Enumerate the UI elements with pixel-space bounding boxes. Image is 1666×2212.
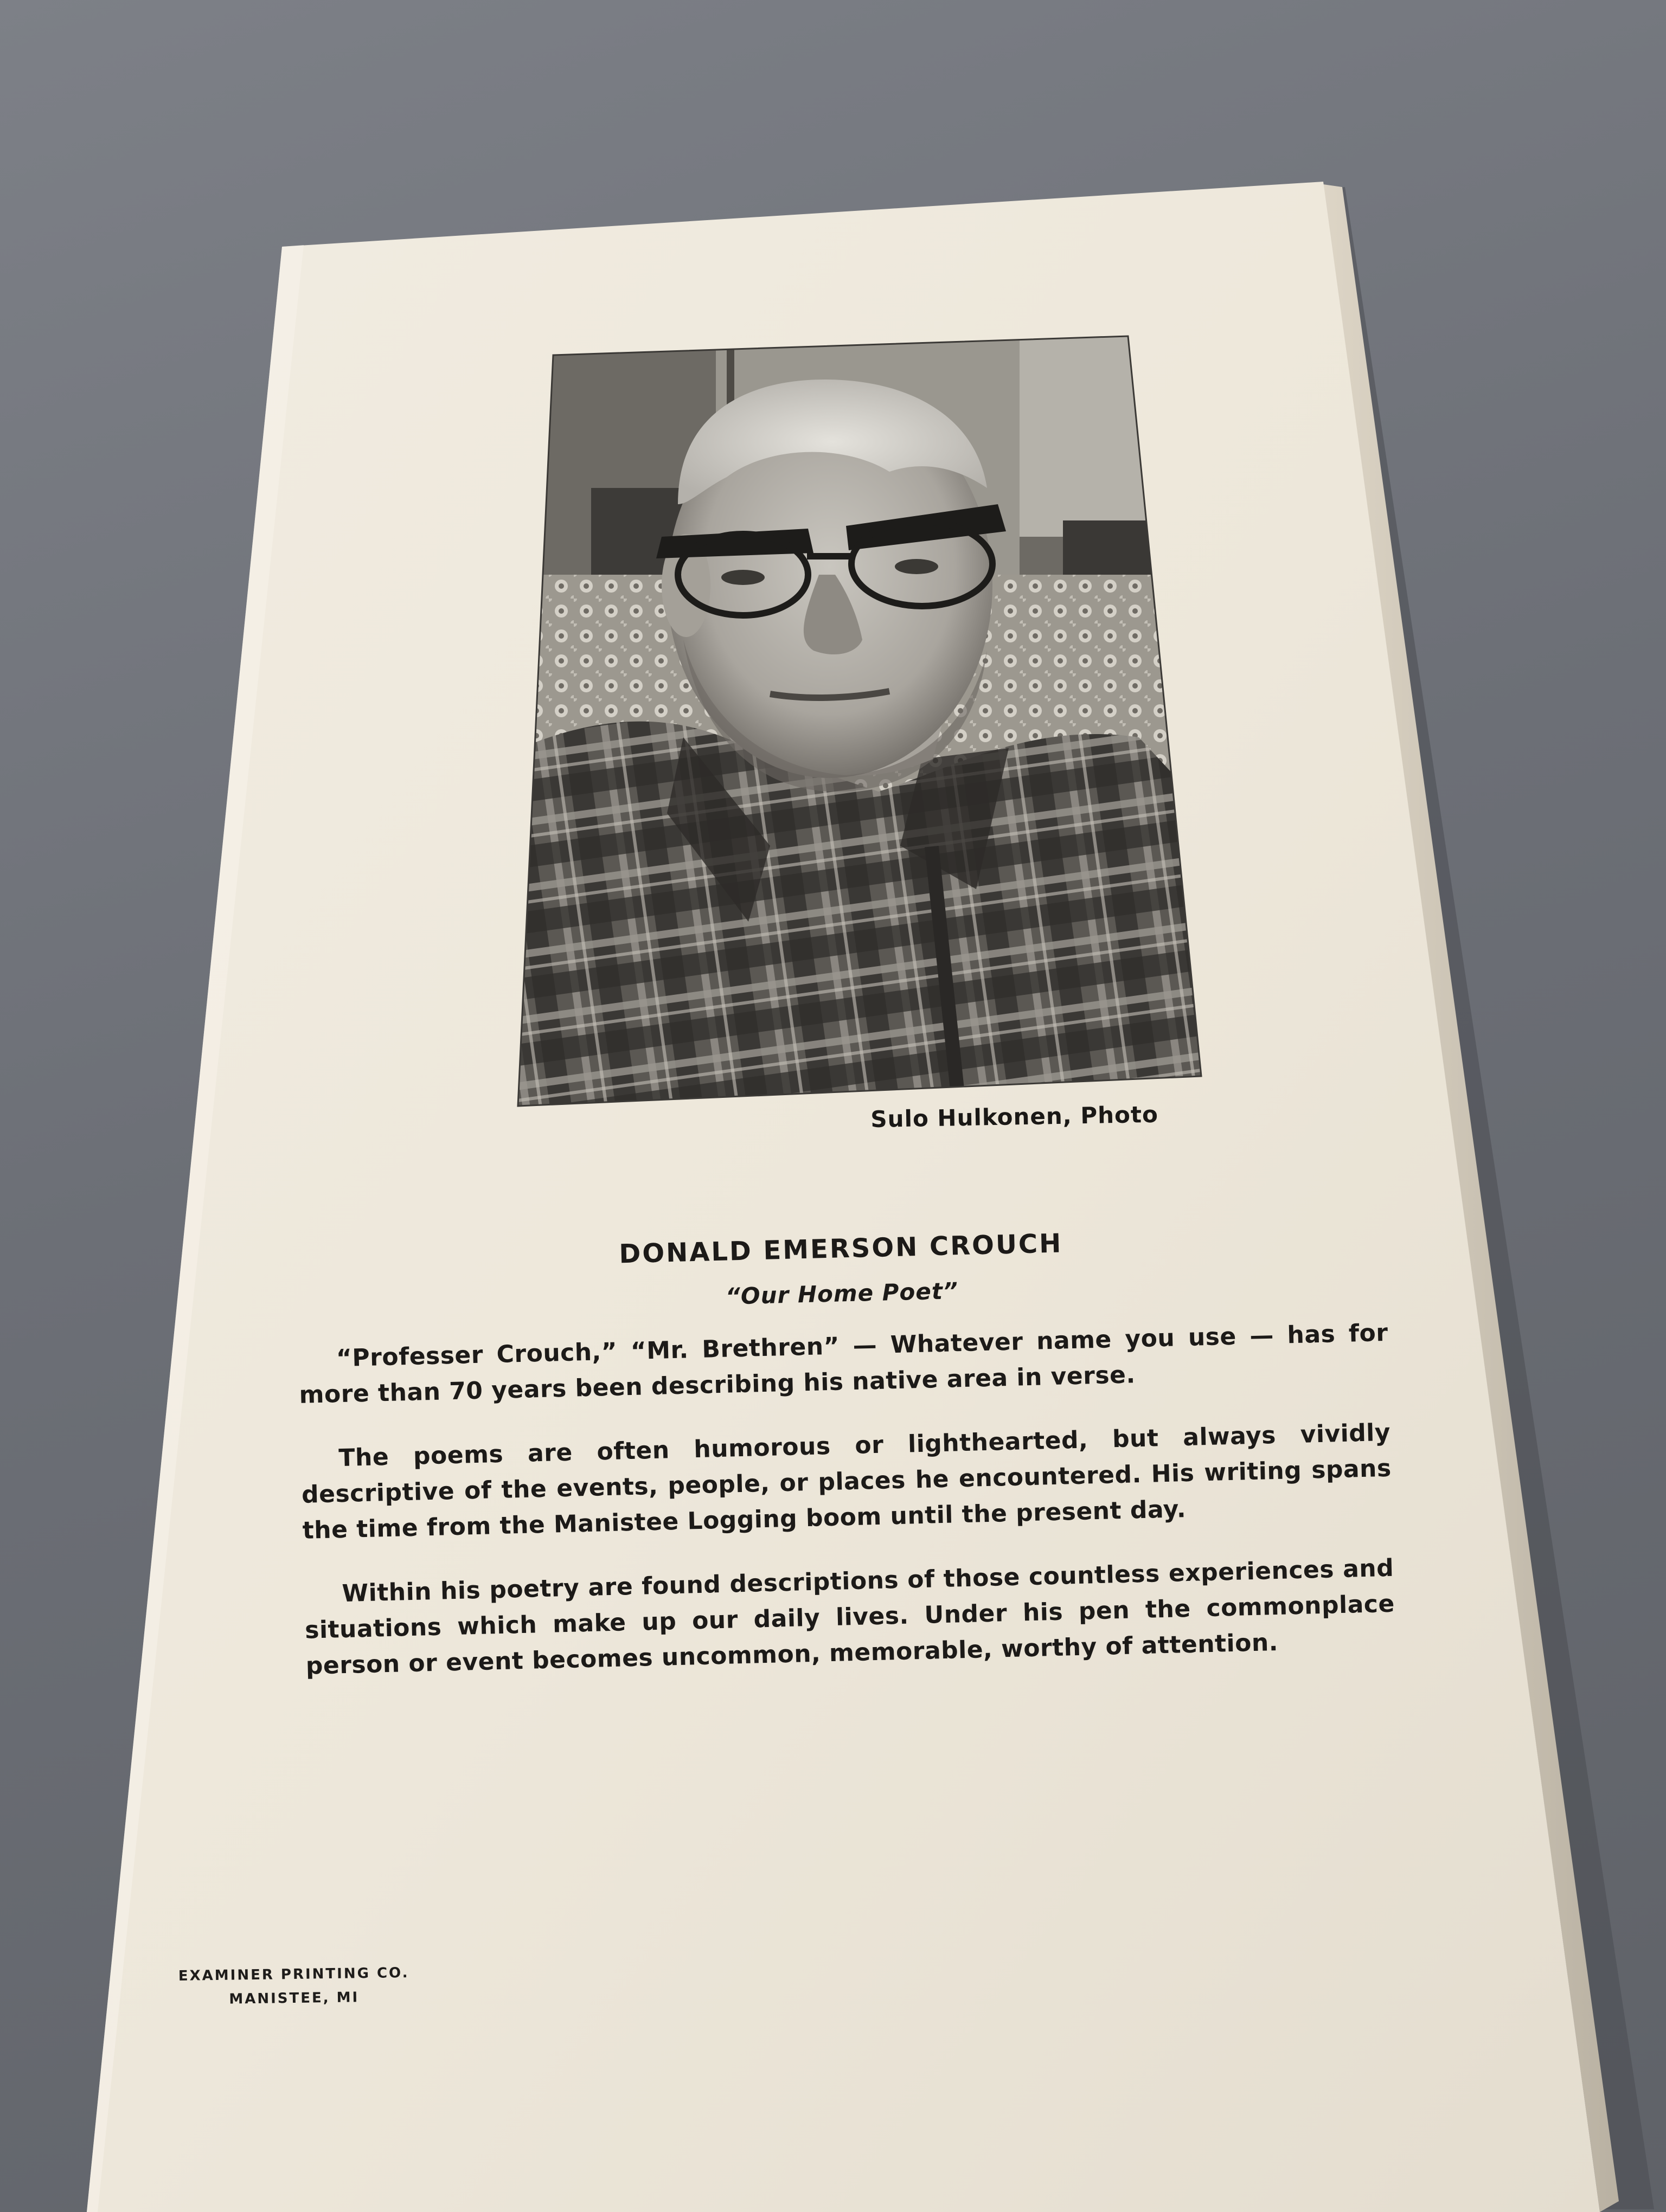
author-subtitle: “Our Home Poet” [725, 1277, 959, 1310]
bio-paragraph: The poems are often humorous or lighthearted, but always vividly descriptive of the events, people, or places he encountered. His writing spans the time from the Manistee Logging boom until the present day. [301, 1418, 1392, 1545]
printer-location: MANISTEE, MI [229, 1989, 360, 2008]
printer-imprint [142, 1960, 446, 2012]
photo-credit: Sulo Hulkonen, Photo [870, 1101, 1159, 1133]
biography-block [296, 1220, 1396, 1713]
bio-paragraph: “Professer Crouch,” “Mr. Brethren” — Whatever name you use — has for more than 70 years been describing his native area in verse. [299, 1319, 1389, 1409]
printer-name: EXAMINER PRINTING CO. [178, 1965, 409, 1984]
author-name: DONALD EMERSON CROUCH [618, 1228, 1063, 1270]
bio-paragraph: Within his poetry are found descriptions of those countless experiences and situations which make up our daily lives. Under his pen the commonplace person or event becomes uncommon, memorable, worthy of attention. [304, 1554, 1395, 1680]
